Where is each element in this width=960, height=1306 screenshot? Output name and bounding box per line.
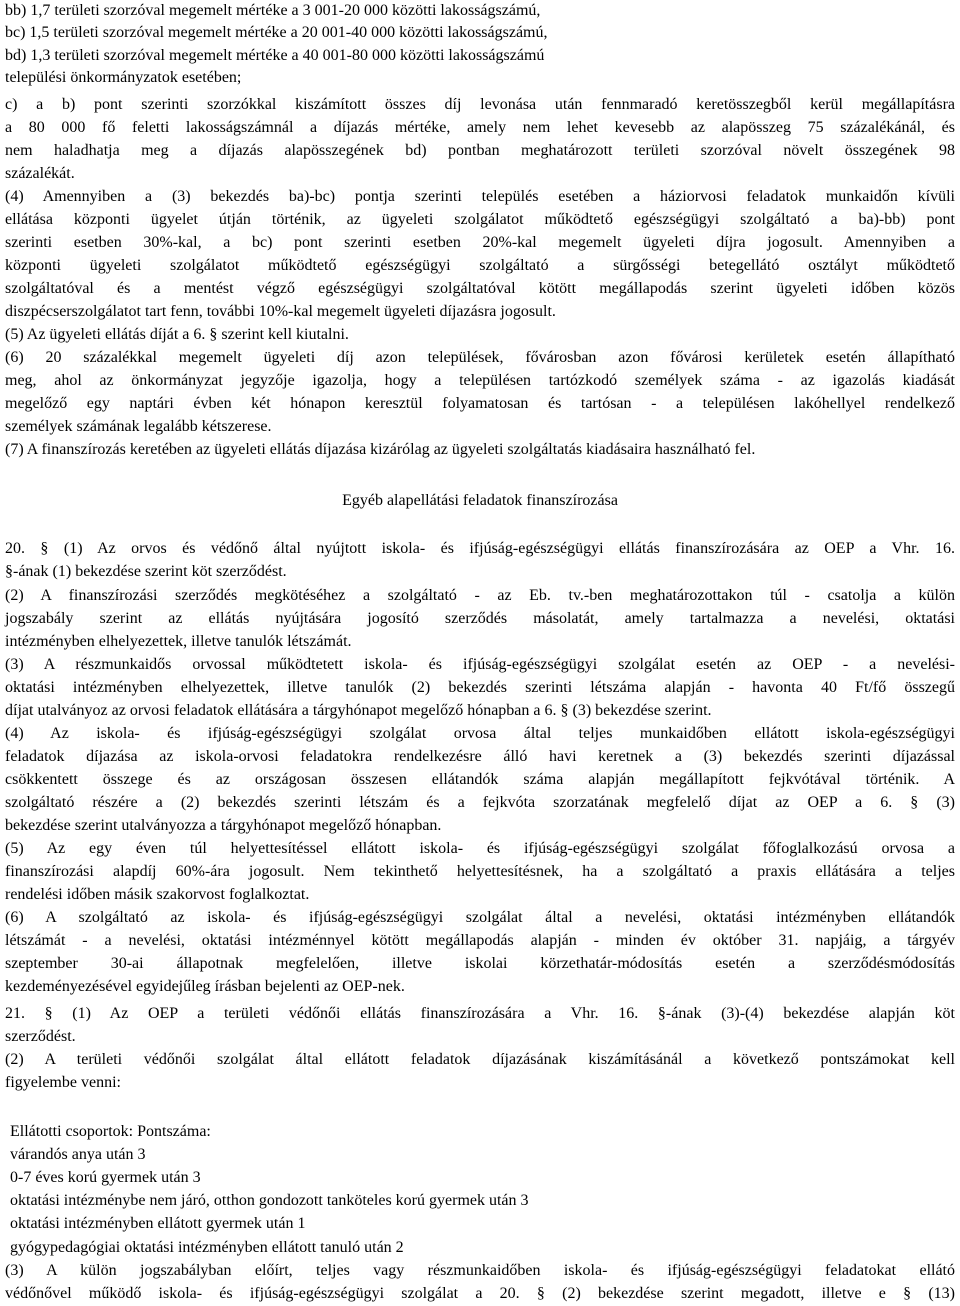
text-line: intézményben elhelyezettek, illetve tanulók létszámát. <box>5 633 352 650</box>
text-line: bekezdése szerint utalványozza a tárgyhónapot megelőző hónapban. <box>5 817 442 834</box>
text-line: (2) A területi védőnői szolgálat által ellátott feladatok díjazásának kiszámításánál a következő pontszámokat kell <box>5 1051 955 1068</box>
text-line: létszámát - a nevelési, oktatási intézménnyel kötött megállapodás alapján - minden év október 31. napjáig, a tárgyév <box>5 932 955 949</box>
text-line: (4) Amennyiben a (3) bekezdés ba)-bc) pontja szerinti település esetében a háziorvosi feladatok munkaidőn kívüli <box>5 188 955 205</box>
text-line: szerződést. <box>5 1028 76 1045</box>
text-line: (3) A részmunkaidős orvossal működtetett iskola- és ifjúság-egészségügyi szolgálat esetén az OEP - a nevelési- <box>5 656 955 673</box>
text-line: szerinti esetben 30%-kal, a bc) pont szerinti esetben 20%-kal megemelt ügyeleti díjra jogosult. Amennyiben a <box>5 234 955 251</box>
text-line: §-ának (1) bekezdése szerint köt szerződést. <box>5 563 287 580</box>
text-line: bb) 1,7 területi szorzóval megemelt mértéke a 3 001-20 000 közötti lakosságszámú, <box>5 2 541 19</box>
text-line: személyek számának legalább kétszerese. <box>5 418 272 435</box>
text-line: gyógypedagógiai oktatási intézményben ellátott tanuló után 2 <box>10 1239 404 1256</box>
text-line: 0-7 éves korú gyermek után 3 <box>10 1169 201 1186</box>
text-line: (2) A finanszírozási szerződés megkötéséhez a szolgáltató - az Eb. tv.-ben meghatározottakon túl - csatolja a külön <box>5 587 955 604</box>
text-line: bd) 1,3 területi szorzóval megemelt mértéke a 40 001-80 000 közötti lakosságszámú <box>5 47 545 64</box>
section-heading: Egyéb alapellátási feladatok finanszírozása <box>342 492 618 509</box>
text-line: települési önkormányzatok esetében; <box>5 69 242 86</box>
text-line: (6) A szolgáltató az iskola- és ifjúság-egészségügyi szolgálat által a nevelési, oktatási intézményben ellátandók <box>5 909 955 926</box>
text-line: védőnővel működő iskola- és ifjúság-egészségügyi szolgálat a 20. § (2) bekezdése szerint megadott, illetve e § (13) <box>5 1285 955 1302</box>
text-line: (6) 20 százalékkal megemelt ügyeleti díj azon települések, fővárosban azon fővárosi kerületek esetén állapítható <box>5 349 955 366</box>
text-line: (7) A finanszírozás keretében az ügyeleti ellátás díjazása kizárólag az ügyeleti szolgáltatás kiadásaira használható fel. <box>5 441 756 458</box>
text-line: rendelési időben másik szakorvost foglalkoztat. <box>5 886 310 903</box>
text-line: várandós anya után 3 <box>10 1146 146 1163</box>
text-line: csökkentett összege és az országosan összesen ellátandók száma alapján megállapított fejkvótával történik. A <box>5 771 955 788</box>
text-line: szeptember 30-ai állapotnak megfelelően, illetve iskolai körzethatár-módosítás esetén a szerződésmódosítás <box>5 955 955 972</box>
text-line: szolgáltató részére a (2) bekezdés szerinti létszám és a fejkvóta szorzatának megfelelő díjat az OEP a 6. § (3) <box>5 794 955 811</box>
text-line: százalékát. <box>5 165 75 182</box>
text-line: 20. § (1) Az orvos és védőnő által nyújtott iskola- és ifjúság-egészségügyi ellátás finanszírozására az OEP a Vhr. 16. <box>5 540 955 557</box>
text-line: szolgáltatóval és a mentést végző egészségügyi szolgáltatóval kötött megállapodás szerint ügyeleti időben közös <box>5 280 955 297</box>
text-line: nem haladhatja meg a díjazás alapösszegének bd) pontban meghatározott területi szorzóval növelt összegének 98 <box>5 142 955 159</box>
text-line: megelőző egy naptári évben két hónapon keresztül folyamatosan és tartósan - a településen lakóhellyel rendelkező <box>5 395 955 412</box>
text-line: oktatási intézménybe nem járó, otthon gondozott tanköteles korú gyermek után 3 <box>10 1192 529 1209</box>
text-line: (4) Az iskola- és ifjúság-egészségügyi szolgálat orvosa által teljes munkaidőben ellátott iskola-egészségügyi <box>5 725 955 742</box>
text-line: c) a b) pont szerinti szorzókkal kiszámított összes díj levonása után fennmaradó keretösszegből kerül megállapításra <box>5 96 955 113</box>
text-line: bc) 1,5 területi szorzóval megemelt mértéke a 20 001-40 000 közötti lakosságszámú, <box>5 24 548 41</box>
text-line: díjat utalványoz az orvosi feladatok ellátására a tárgyhónapot megelőző hónapban a 6. § (3) bekezdése szerint. <box>5 702 712 719</box>
text-line: jogszabály szerint az ellátás nyújtására jogosító szerződés másolatát, amely tartalmazza a nevelési, oktatási <box>5 610 955 627</box>
text-line: (5) Az ügyeleti ellátás díját a 6. § szerint kell kiutalni. <box>5 326 349 343</box>
text-line: ellátása központi ügyelet útján történik, az ügyeleti szolgálatot működtető egészségügyi szolgáltató a ba)-bb) pont <box>5 211 955 228</box>
text-line: diszpécserszolgálatot tart fenn, további 10%-kal megemelt ügyeleti díjazásra jogosult. <box>5 303 556 320</box>
text-line: oktatási intézményben ellátott gyermek után 1 <box>10 1215 306 1232</box>
text-line: Ellátotti csoportok: Pontszáma: <box>10 1123 211 1140</box>
text-line: 21. § (1) Az OEP a területi védőnői ellátás finanszírozására a Vhr. 16. §-ának (3)-(4) bekezdése alapján köt <box>5 1005 955 1022</box>
text-line: figyelembe venni: <box>5 1074 121 1091</box>
text-line: feladatok díjazása az iskola-orvosi feladatokra rendelkezésre álló havi keretnek a (3) bekezdés szerinti díjazással <box>5 748 955 765</box>
text-line: kezdeményezésével egyidejűleg írásban bejelenti az OEP-nek. <box>5 978 405 995</box>
text-line: a 80 000 fő feletti lakosságszámnál a díjazás mértéke, amely nem lehet kevesebb az alapösszeg 75 százalékánál, és <box>5 119 955 136</box>
text-line: központi ügyeleti szolgálatot működtető egészségügyi szolgáltató a sürgősségi betegellátó osztályt működtető <box>5 257 955 274</box>
text-line: oktatási intézményben elhelyezettek, illetve tanulók (2) bekezdés szerinti létszáma alapján - havonta 40 Ft/fő összegű <box>5 679 955 696</box>
text-line: (3) A külön jogszabályban előírt, teljes vagy részmunkaidőben iskola- és ifjúság-egészségügyi feladatokat ellátó <box>5 1262 955 1279</box>
text-line: meg, ahol az önkormányzat jegyzője igazolja, hogy a településen tartózkodó személyek száma - az igazolás kiadását <box>5 372 955 389</box>
text-line: finanszírozási alapdíj 60%-ára jogosult. Nem tekinthető helyettesítésnek, ha a szolgáltató a praxis ellátására a teljes <box>5 863 955 880</box>
text-line: (5) Az egy éven túl helyettesítéssel ellátott iskola- és ifjúság-egészségügyi szolgálat főfoglalkozású orvosa a <box>5 840 955 857</box>
